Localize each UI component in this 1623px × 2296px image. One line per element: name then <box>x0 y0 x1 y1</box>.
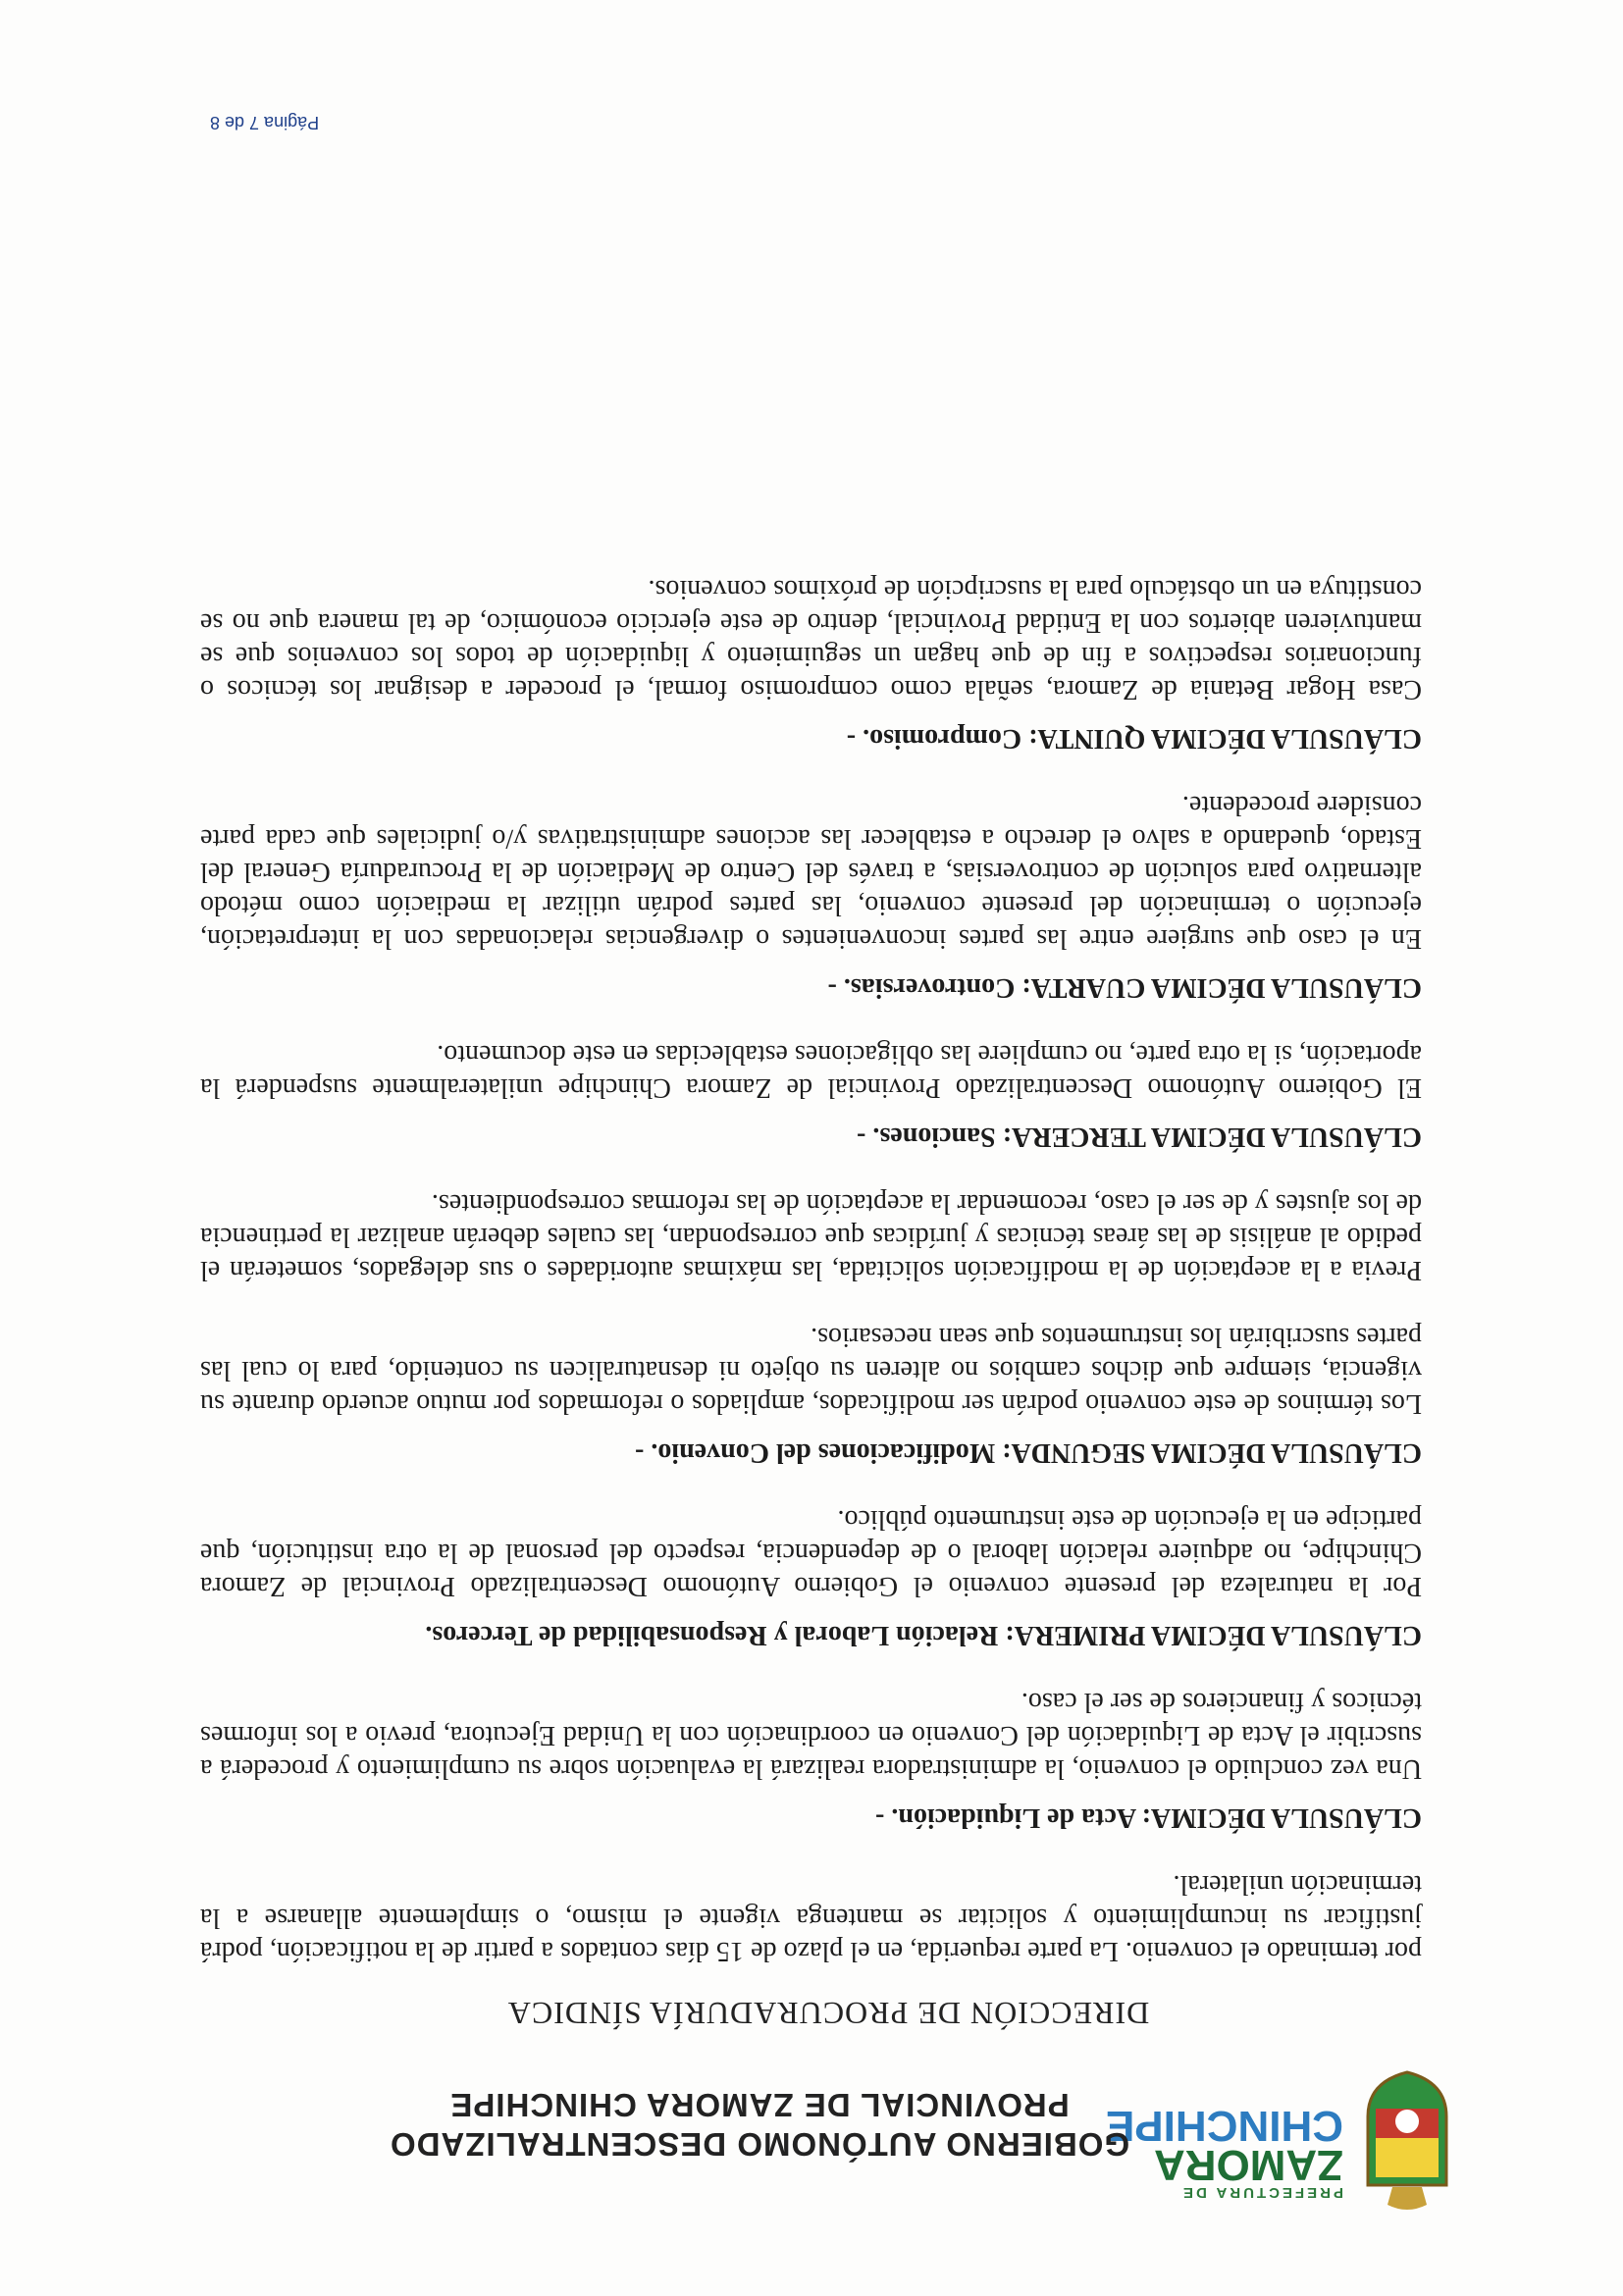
institution-title-line2: PROVINCIAL DE ZAMORA CHINCHIPE <box>449 2087 1070 2123</box>
clause-decima-quinta-text: Casa Hogar Betania de Zamora, señala como compromiso formal, el proceder a designar los técnicos o funcionarios respectivos a fin de que hagan un seguimiento y liquidación de todos los convenios que se mantuvieren abiertos con la Entidad Provincial, dentro de este ejercicio económico, de tal manera que no se constituya en un obstáculo para la suscripción de próximos convenios. <box>200 574 1422 704</box>
clause-decima-primera-text: Por la naturaleza del presente convenio el Gobierno Autónomo Descentralizado Provincial de Zamora Chinchipe, no adquiere relación laboral o de dependencia, respecto del personal de la otra institución, que participe en la ejecución de este instrumento público. <box>200 1504 1422 1601</box>
logo-caption: PREFECTURA DE <box>1180 2184 1343 2201</box>
clause-decima-cuarta-title: CLÁUSULA DÉCIMA CUARTA: Controversias. - <box>827 972 1422 1003</box>
logo-word-chinchipe: CHINCHIPE <box>1105 2102 1343 2150</box>
clause-decima-tercera-text: El Gobierno Autónomo Descentralizado Provincial de Zamora Chinchipe unilateralmente suspenderá la aportación, si la otra parte, no cumpliere las obligaciones establecidas en este documento. <box>200 1039 1422 1103</box>
clause-decima-quinta-title: CLÁUSULA DÉCIMA QUINTA: Compromiso. - <box>846 723 1422 754</box>
prefectura-shield-logo <box>1358 2067 1456 2215</box>
institution-title <box>357 2085 1162 2164</box>
page-number: Página 7 de 8 <box>210 113 320 132</box>
clause-decima-text: Una vez concluido el convenio, la administradora realizará la evaluación sobre su cumplimiento y procederá a suscribir el Acta de Liquidación del Convenio en coordinación con la Unidad Ejecutora, previo a los informes técnicos y financieros de ser el caso. <box>200 1687 1422 1784</box>
department-heading: DIRECCIÓN DE PROCURADURÍA SÍNDICA <box>506 1996 1150 2031</box>
clause-decima-cuarta-text: En el caso que surgiere entre las partes inconvenientes o divergencias relacionadas con la interpretación, ejecución o terminación del presente convenio, las partes podrán utilizar la mediación como método alternativo para solución de controversias, a través del Centro de Mediación de la Procuraduría General del Estado, quedando a salvo el derecho a establecer las acciones administrativas y/o judiciales que cada parte considere procedente. <box>200 790 1422 954</box>
institution-title-line1: GOBIERNO AUTÓNOMO DESCENTRALIZADO <box>389 2126 1130 2163</box>
clause-decima-segunda-text: Los términos de este convenio podrán ser modificados, ampliados o reformados por mutuo acuerdo durante su vigencia, siempre que dichos cambios no alteren su objeto ni desnaturalicen su contenido, para lo cual las partes suscribirán los instrumentos que sean necesarios. <box>200 1322 1422 1419</box>
logo-word-zamora: ZAMORA <box>1153 2141 1343 2189</box>
clause-decima-segunda-title: CLÁUSULA DÉCIMA SEGUNDA: Modificaciones del Convenio. - <box>635 1437 1422 1468</box>
clause-decima-primera-title: CLÁUSULA DÉCIMA PRIMERA: Relación Laboral y Responsabilidad de Terceros. <box>425 1620 1422 1650</box>
clauses-content <box>200 572 1422 1967</box>
intro-paragraph: por terminado el convenio. La parte requerida, en el plazo de 15 días contados a partir de la notificación, podrá justificar su incumplimiento y solicitar se mantenga vigente el mismo, o simplemente allanarse a la terminación unilateral. <box>200 1869 1422 1966</box>
clause-decima-segunda-text2: Previa a la aceptación de la modificación solicitada, las máximas autoridades o sus delegados, someterán el pedido al análisis de las áreas técnicas y jurídicas que correspondan, las cuales deberán analizar la pertinencia de los ajustes y de ser el caso, recomendar la aceptación de las reformas correspondientes. <box>200 1188 1422 1285</box>
clause-decima-tercera-title: CLÁUSULA DÉCIMA TERCERA: Sanciones. - <box>857 1122 1422 1152</box>
clause-decima-title: CLÁUSULA DÉCIMA: Acta de Liquidación. - <box>875 1802 1422 1833</box>
letterhead <box>131 2056 1456 2222</box>
